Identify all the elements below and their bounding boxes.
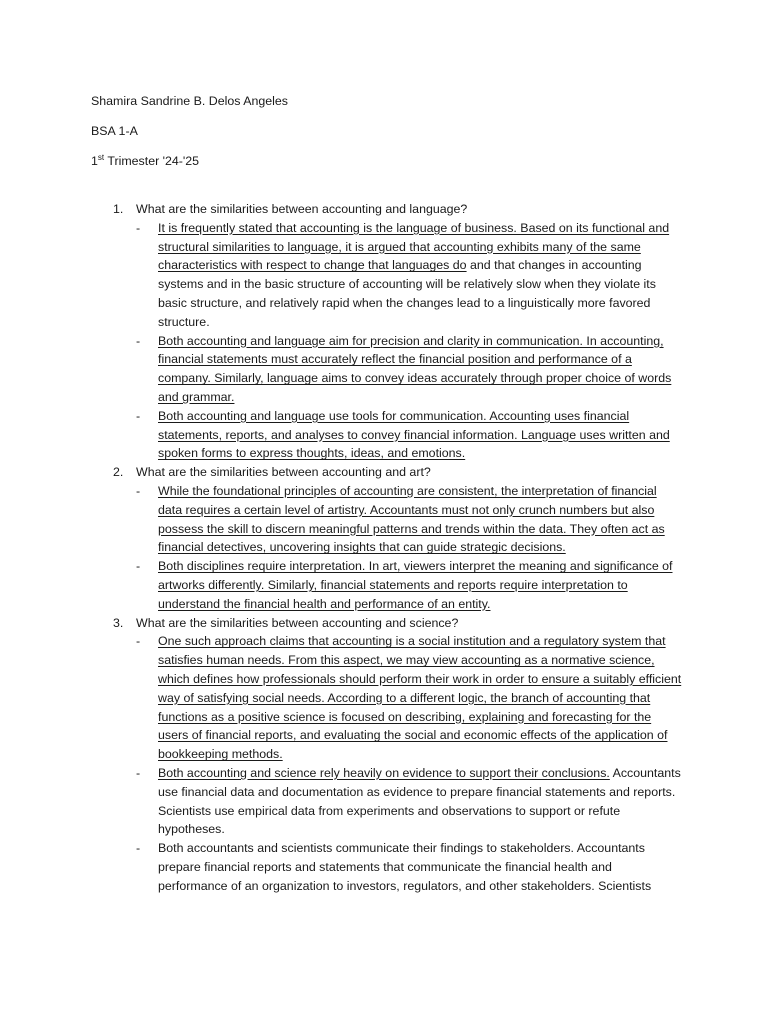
answer-item	[136, 332, 682, 407]
student-section: BSA 1-A	[91, 124, 138, 138]
dash-marker: -	[136, 634, 141, 649]
question-item	[91, 614, 682, 896]
term-line	[91, 152, 682, 170]
question-item	[91, 463, 682, 613]
dash-marker: -	[136, 220, 141, 235]
answer-item	[136, 632, 682, 764]
answer-list	[136, 482, 682, 614]
underlined-text: It is frequently stated that accounting is the language of business. Based on its functional and structural similarities to language, it is argued that accounting exhibits many of the same characteristics with respect to change that languages do	[158, 220, 670, 273]
term-text: Trimester '24-'25	[104, 154, 200, 168]
dash-marker: -	[136, 408, 141, 423]
dash-marker: -	[136, 483, 141, 498]
term-number: 1	[91, 154, 98, 168]
underlined-text: While the foundational principles of accounting are consistent, the interpretation of financial data requires a certain level of artistry. Accountants must not only crunch numbers but also possess the skill to discern meaningful patterns and trends within the data. They often act as financial detectives, uncovering insights that can guide strategic decisions.	[158, 483, 665, 555]
question-text: What are the similarities between accounting and language?	[136, 202, 468, 216]
plain-text: and that changes in accounting systems and in the basic structure of accounting will be relatively slow when they violate its basic structure, and relatively rapid when the changes lead to a linguistically more favored structure.	[158, 258, 656, 329]
question-list	[91, 200, 682, 895]
question-text: What are the similarities between accounting and science?	[136, 615, 459, 630]
term-ordinal-suffix: st	[97, 152, 105, 162]
student-name: Shamira Sandrine B. Delos Angeles	[91, 94, 288, 108]
answer-item	[136, 557, 682, 613]
question-number: 1.	[113, 202, 124, 216]
dash-marker: -	[136, 841, 141, 856]
underlined-text: Both disciplines require interpretation. In art, viewers interpret the meaning and significance of artworks differently. Similarly, financial statements and reports require interpretation to understand the financial health and performance of an entity.	[158, 559, 673, 611]
question-text: What are the similarities between accounting and art?	[136, 465, 431, 480]
underlined-text: Both accounting and language aim for precision and clarity in communication. In accounting, financial statements must accurately reflect the financial position and performance of a company. Similarly, language aims to convey ideas accurately through proper choice of words and grammar.	[158, 333, 672, 404]
answer-item	[136, 482, 682, 557]
question-number: 3.	[113, 615, 124, 630]
plain-text: Both accountants and scientists communicate their findings to stakeholders. Accountants prepare financial reports and statements that communicate the financial health and performance of an organization to investors, regulators, and other stakeholders. Scientists	[158, 841, 652, 893]
question-item	[91, 200, 682, 463]
answer-item	[136, 764, 682, 839]
answer-item	[136, 839, 682, 895]
underlined-text: One such approach claims that accounting is a social institution and a regulatory system that satisfies human needs. From this aspect, we may view accounting as a normative science, which defines how professionals should perform their work in order to ensure a suitably efficient way of satisfying social needs. According to a different logic, the branch of accounting that functions as a positive science is focused on describing, explaining and forecasting for the users of financial reports, and evaluating the social and economic effects of the application of bookkeeping methods.	[158, 634, 682, 762]
answer-item	[136, 407, 682, 463]
plain-text: Accountants use financial data and documentation as evidence to prepare financial statements and reports. Scientists use empirical data from experiments and observations to support or refute hypotheses.	[158, 765, 681, 837]
dash-marker: -	[136, 333, 141, 348]
underlined-text: Both accounting and science rely heavily on evidence to support their conclusions.	[158, 765, 610, 780]
question-number: 2.	[113, 465, 124, 480]
answer-list	[136, 632, 682, 895]
dash-marker: -	[136, 765, 141, 780]
underlined-text: Both accounting and language use tools for communication. Accounting uses financial statements, reports, and analyses to convey financial information. Language uses written and spoken forms to express thoughts, ideas, and emotions.	[158, 408, 670, 461]
dash-marker: -	[136, 559, 141, 574]
answer-item	[136, 219, 682, 332]
answer-list	[136, 219, 682, 463]
